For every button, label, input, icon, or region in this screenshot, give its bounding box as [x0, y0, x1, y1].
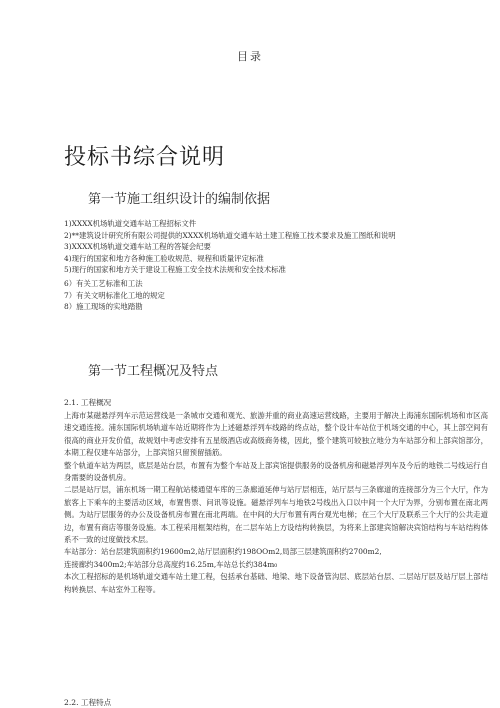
- basis-item: 7）有关文明标准化工地的规定: [64, 290, 165, 300]
- subsection-heading: 2.2. 工程特点: [64, 698, 112, 707]
- basis-item: 3)XXXX机场轨道交通车站工程的答疑会纪要: [64, 242, 211, 252]
- overview-body: [64, 410, 488, 596]
- paragraph: 二层是站厅层，浦东机场一期工程航站楼通望车库的三条廊道延伸与站厅层相连，站厅层与三条廊道的连接部分为三个大厅，作为旅客上下乘车的主要活动区域，布置售票、问讯等设施。磁悬浮列车与地铁2号线出入口以中间一个大厅为界，分别布置在南北两侧。为站厅层服务的办公及设备机房布置在南北两端。在中间的大厅布置有两台观光电梯；在三个大厅及联系三个大厅的公共走道边，布置有商店等服务设施。本工程采用框架结构，在二层车站上方设结构转换层，为将来上部建宾馆解决宾馆结构与车站结构体系不一致的过度做技术层。: [64, 485, 488, 545]
- section2-title: 第一节工程概况及特点: [88, 364, 219, 379]
- paragraph: 整个轨道车站为两层，底层是站台层，布置有为整个车站及上部宾馆提供服务的设备机房和磁悬浮列车及今后的地铁二号线运行自身需要的设备机房。: [64, 460, 488, 483]
- subsection-heading: 2.1. 工程概况: [64, 398, 112, 407]
- paragraph: 车站部分：站台层建筑面积约19600m2,站厅层面积约198OOm2,局部三层建筑面积约2700m2,: [64, 547, 382, 557]
- paragraph: 连接廊约3400m2;车站部分总高度约16.25m,车站总长约384m₀: [64, 559, 278, 569]
- basis-list: [64, 218, 484, 313]
- basis-item: 5)现行的国家和地方关于建设工程施工安全技术法规和安全技术标准: [64, 265, 286, 275]
- toc-heading: 目录: [237, 50, 263, 63]
- main-title: 投标书综合说明: [64, 145, 226, 170]
- basis-item: 8）施工现场的实地踏勘: [64, 302, 143, 312]
- section1-title: 第一节施工组织设计的编制依据: [88, 192, 271, 207]
- basis-item: 1)XXXX机场轨道交通车站工程招标文件: [64, 219, 197, 228]
- basis-item: 2)**建筑设计研究所有限公司提供的XXXX机场轨道交通车站土建工程施工技术要求及施工图纸和说明: [64, 230, 396, 240]
- basis-item: 4)现行的国家和地方各种施工验收规范、规程和质量评定标准: [64, 253, 264, 263]
- paragraph: 本次工程招标的是机场轨道交通车站土建工程，包括承台基础、地梁、地下设备管沟层、底层站台层、二层站厅层及站厅层上部结构转换层、车站室外工程等。: [64, 572, 488, 594]
- basis-item: 6）有关工艺标准和工法: [64, 278, 143, 288]
- paragraph: 上海市某磁悬浮列车示范运营线是一条城市交通和观光、旅游并重的商业高速运营线路，主要用于解决上海浦东国际机场和市区高速交通连接。浦东国际机场轨道车站近期将作为上述磁悬浮列车线路的终点站，整个设计车站位于机场交通的中心，其上部空间有很高的商业开发价值，故规划中考虑安排有五星级酒店或高级商务楼，因此，整个建筑可较独立地分为车站部分和上部宾馆部分，本期工程仅建车站部分，上部宾馆只留预留插筋。: [64, 411, 488, 458]
